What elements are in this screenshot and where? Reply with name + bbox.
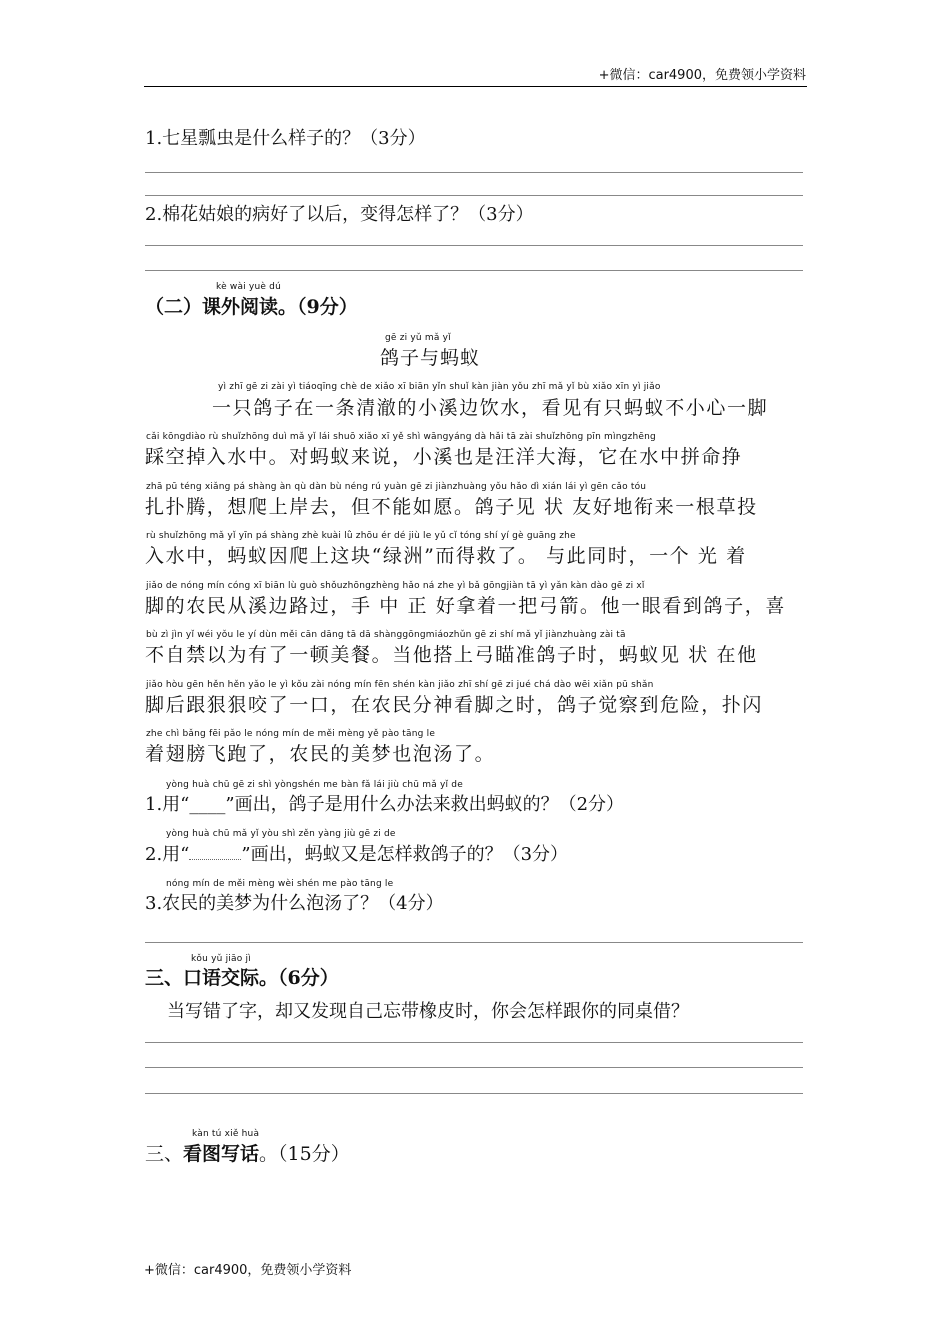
story-line-3: 扎扑腾，想爬上岸去，但不能如愿。鸽子见 状 友好地衔来一根草投 [145, 496, 758, 518]
header-watermark: +微信：car4900，免费领小学资料 [598, 68, 806, 83]
story-line-5: 脚的农民从溪边路过，手 中 正 好拿着一把弓箭。他一眼看到鸽子，喜 [145, 595, 786, 617]
story-pinyin-6: bù zì jìn yǐ wéi yǒu le yí dùn měi cān dāng tā dā shànggōngmiáozhǔn gē zi shí mǎ yǐ jiànzhuàng zài tā [146, 630, 626, 640]
header-divider [144, 86, 807, 87]
reading-q3-pinyin: nóng mín de měi mèng wèi shén me pào tāng le [166, 879, 394, 889]
story-title: 鸽子与蚂蚁 [380, 347, 481, 369]
answer-line [145, 195, 803, 196]
section4-title-pinyin: kàn tú xiě huà [192, 1129, 260, 1139]
reading-q1-blank: ____ [189, 794, 226, 815]
story-pinyin-5: jiǎo de nóng mín cóng xī biān lù guò shǒuzhōngzhèng hǎo ná zhe yì bǎ gōngjiàn tā yì yǎn kàn dào gē zi xǐ [146, 581, 645, 591]
section2-title-pinyin: kè wài yuè dú [216, 282, 281, 292]
story-line-7: 脚后跟狠狠咬了一口，在农民分神看脚之时，鸽子觉察到危险，扑闪 [145, 694, 764, 716]
story-line-4: 入水中，蚂蚁因爬上这块“绿洲”而得救了。 与此同时，一个 光 着 [145, 545, 747, 567]
section3-score: （6分） [278, 967, 339, 989]
question-1: 1.七星瓢虫是什么样子的？（3分） [145, 128, 426, 149]
section2-title: 课外阅读。 [202, 296, 298, 318]
answer-line [145, 1067, 803, 1068]
story-pinyin-1: yì zhī gē zi zài yì tiáoqīng chè de xiǎo xī biān yǐn shuǐ kàn jiàn yǒu zhī mǎ yǐ bù xiǎo xīn yì jiǎo [218, 382, 661, 392]
story-pinyin-4: rù shuǐzhōng mǎ yǐ yīn pá shàng zhè kuài lǜ zhōu ér dé jiù le yǔ cǐ tóng shí yí gè guāng zhe [146, 531, 576, 541]
section3-prefix: 三、 [145, 967, 184, 989]
section2-score: （9分） [297, 296, 358, 318]
reading-question-2 [145, 840, 568, 866]
wavy-underline-mark [189, 849, 241, 860]
story-title-pinyin: gē zi yǔ mǎ yǐ [385, 333, 451, 343]
section3-title-pinyin: kǒu yǔ jiāo jì [191, 954, 251, 964]
story-pinyin-3: zhā pū téng xiǎng pá shàng àn qù dàn bù néng rú yuàn gē zi jiànzhuàng yǒu hǎo dì xián lái yì gēn cǎo tóu [146, 482, 647, 492]
section4-heading [145, 1139, 350, 1166]
story-pinyin-8: zhe chì bǎng fēi pǎo le nóng mín de měi mèng yě pào tāng le [146, 729, 436, 739]
story-line-1: 一只鸽子在一条清澈的小溪边饮水，看见有只蚂蚁不小心一脚 [212, 397, 769, 419]
section3-prompt: 当写错了字，却又发现自己忘带橡皮时，你会怎样跟你的同桌借？ [167, 1001, 689, 1022]
reading-q2-prefix: 2.用“ [145, 844, 190, 865]
reading-q1-pinyin: yòng huà chū gē zi shì yòngshén me bàn fǎ lái jiù chū mǎ yǐ de [166, 780, 463, 790]
answer-line [145, 245, 803, 246]
reading-question-1 [145, 790, 624, 816]
reading-q1-text: ”画出，鸽子是用什么办法来救出蚂蚁的？（2分） [225, 794, 625, 815]
section4-title: 看图写话 [183, 1143, 260, 1165]
answer-line [145, 1093, 803, 1094]
reading-q2-pinyin: yòng huà chū mǎ yǐ yòu shì zěn yàng jiù gē zi de [166, 829, 396, 839]
section3-title: 口语交际。 [183, 967, 279, 989]
section3-heading [145, 963, 339, 990]
question-2: 2.棉花姑娘的病好了以后，变得怎样了？（3分） [145, 204, 534, 225]
section4-score: 。（15分） [259, 1143, 350, 1165]
story-pinyin-2: cǎi kōngdiào rù shuǐzhōng duì mǎ yǐ lái shuō xiǎo xī yě shì wāngyáng dà hǎi tā zài shuǐzhōng pīn mìngzhēng [146, 432, 656, 442]
story-line-8: 着翅膀飞跑了，农民的美梦也泡汤了。 [145, 743, 496, 765]
section4-prefix: 三、 [145, 1143, 184, 1165]
story-pinyin-7: jiǎo hòu gēn hěn hěn yǎo le yì kǒu zài nóng mín fēn shén kàn jiǎo zhī shí gē zi jué chá dào wēi xiǎn pū shǎn [146, 680, 654, 690]
story-line-6: 不自禁以为有了一顿美餐。当他搭上弓瞄准鸽子时，蚂蚁见 状 在他 [145, 644, 758, 666]
section2-prefix: （二） [145, 296, 203, 318]
answer-line [145, 942, 803, 943]
answer-line [145, 270, 803, 271]
story-line-2: 踩空掉入水中。对蚂蚁来说，小溪也是汪洋大海，它在水中拼命挣 [145, 446, 743, 468]
reading-question-3: 3.农民的美梦为什么泡汤了？（4分） [145, 893, 444, 914]
answer-line [145, 1042, 803, 1043]
reading-q1-prefix: 1.用“ [145, 794, 190, 815]
reading-q2-text: ”画出，蚂蚁又是怎样救鸽子的？（3分） [241, 844, 569, 865]
section2-heading [145, 292, 358, 319]
answer-line [145, 172, 803, 173]
footer-watermark: +微信：car4900，免费领小学资料 [144, 1263, 352, 1278]
